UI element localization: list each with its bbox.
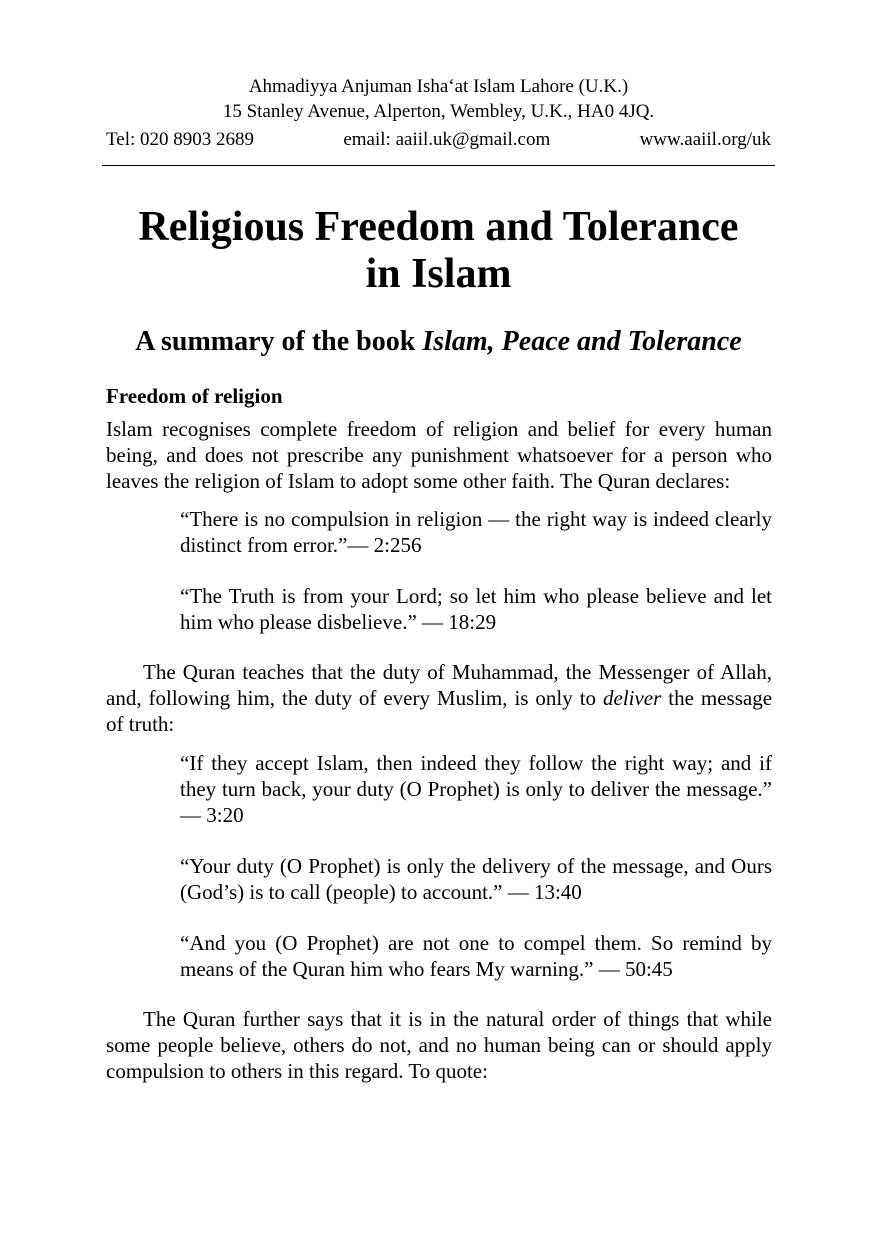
quote-50-45: “And you (O Prophet) are not one to compel them. So remind by means of the Quran him who fears My warning.” — 50:45 [180,931,772,981]
subtitle-prefix: A summary of the book [135,326,416,357]
paragraph-2-start: The Quran teaches that the duty of Muhammad, the Messenger of Allah, and, following him, the duty of every Muslim, is only to [106,660,772,710]
email-address: email: aaiil.uk@gmail.com [343,129,551,150]
website-url: www.aaiil.org/uk [639,129,771,150]
quote-2-256: “There is no compulsion in religion — the right way is indeed clearly distinct from error.”— 2:256 [180,507,772,557]
body-content [106,381,772,1084]
quote-13-40: “Your duty (O Prophet) is only the delivery of the message, and Ours (God’s) is to call (people) to account.” — 13:40 [180,854,772,904]
organization-address: 15 Stanley Avenue, Alperton, Wembley, U.K., HA0 4JQ. [222,101,655,122]
document-title [102,204,775,298]
section-heading: Freedom of religion [106,384,283,408]
paragraph-2 [106,659,772,737]
quote-3-20: “If they accept Islam, then indeed they follow the right way; and if they turn back, your duty (O Prophet) is only to deliver the message.” — 3:20 [180,751,772,827]
paragraph-1: Islam recognises complete freedom of religion and belief for every human being, and does not prescribe any punishment whatsoever for a person who leaves the religion of Islam to adopt some other faith. The Quran declares: [106,417,772,493]
letterhead [102,74,775,152]
telephone-number: Tel: 020 8903 2689 [106,129,255,150]
document-subtitle [102,324,775,360]
subtitle-book-title: Islam, Peace and Tolerance [422,326,742,357]
paragraph-2-emphasis: deliver [603,686,662,710]
organization-name: Ahmadiyya Anjuman Isha‘at Islam Lahore (U.K.) [248,76,629,97]
title-line-1: Religious Freedom and Tolerance [138,204,739,250]
paragraph-2-end: the message of truth: [106,686,773,736]
header-divider [102,165,775,166]
title-line-2: in Islam [365,251,512,297]
quote-18-29: “The Truth is from your Lord; so let him who please believe and let him who please disbelieve.” — 18:29 [180,584,772,634]
paragraph-3: The Quran further says that it is in the natural order of things that while some people believe, others do not, and no human being can or should apply compulsion to others in this regard. To quote: [106,1007,772,1083]
contact-row [102,127,775,152]
